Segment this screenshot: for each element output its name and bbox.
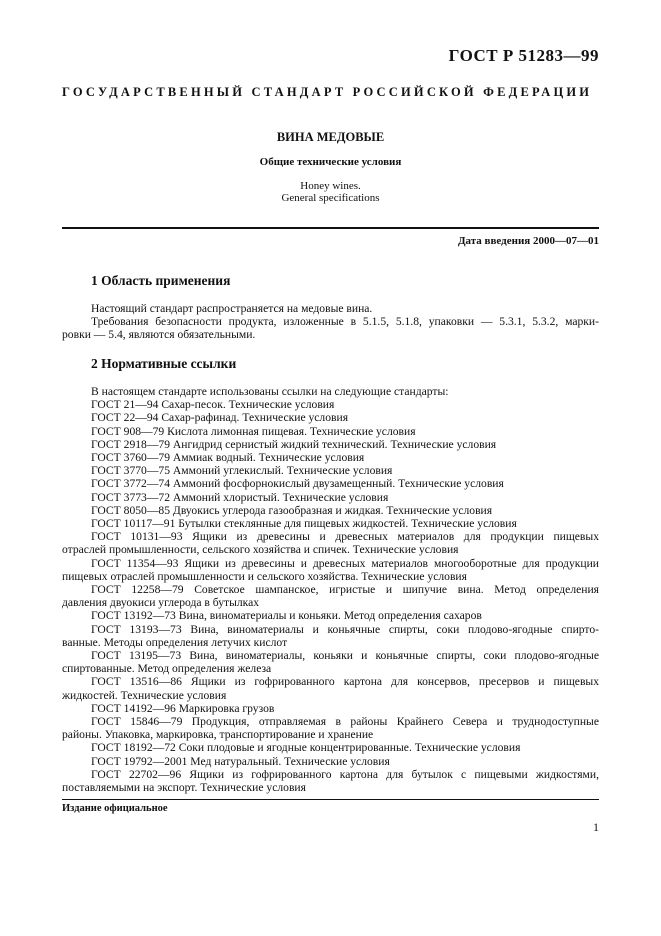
reference-item-line-1: ГОСТ 13195—73 Вина, виноматериалы, коньяки и коньячные спирты, соки плодово-ягодные	[91, 649, 599, 663]
reference-item-line-1: ГОСТ 12258—79 Советское шампанское, игристые и шипучие вина. Метод определения	[91, 583, 599, 597]
section-1-body	[62, 302, 599, 342]
reference-item: ГОСТ 19792—2001 Мед натуральный. Технические условия	[91, 754, 390, 768]
document-subtitle: Общие технические условия	[259, 156, 402, 168]
reference-item: ГОСТ 13192—73 Вина, виноматериалы и коньяки. Метод определения сахаров	[91, 609, 482, 623]
reference-item-line-2: пищевых отраслей промышленности и сельского хозяйства. Технические условия	[62, 569, 467, 583]
reference-item-line-1: ГОСТ 13193—73 Вина, виноматериалы и коньячные спирты, соки плодово-ягодные спирто-	[91, 622, 599, 636]
reference-item-line-2: ванные. Методы определения летучих кислот	[62, 635, 288, 649]
reference-item: ГОСТ 22—94 Сахар-рафинад. Технические условия	[91, 411, 349, 425]
reference-item: ГОСТ 3773—72 Аммоний хлористый. Технические условия	[91, 490, 389, 504]
reference-item-line-1: ГОСТ 13516—86 Ящики из гофрированного картона для консервов, пресервов и пищевых	[91, 675, 599, 689]
english-title-line-2: General specifications	[281, 192, 380, 204]
section-2-body	[62, 385, 599, 795]
reference-item-line-2: районы. Упаковка, маркировка, транспортирование и хранение	[62, 728, 374, 742]
reference-item: ГОСТ 21—94 Сахар-песок. Технические условия	[91, 398, 335, 412]
section-2-intro: В настоящем стандарте использованы ссылки на следующие стандарты:	[91, 385, 449, 398]
reference-item-line-1: ГОСТ 10131—93 Ящики из древесины и древесных материалов для продукции пищевых	[91, 530, 599, 544]
reference-item: ГОСТ 8050—85 Двуокись углерода газообразная и жидкая. Технические условия	[91, 503, 493, 517]
reference-item: ГОСТ 908—79 Кислота лимонная пищевая. Технические условия	[91, 424, 416, 438]
reference-item: ГОСТ 3760—79 Аммиак водный. Технические условия	[91, 451, 365, 465]
reference-item-line-1: ГОСТ 15846—79 Продукция, отправляемая в районы Крайнего Севера и труднодоступные	[91, 715, 599, 729]
section-1-paragraph-2-line-2: ровки — 5.4, являются обязательными.	[62, 328, 256, 342]
reference-item: ГОСТ 14192—96 Маркировка грузов	[91, 701, 275, 715]
footer-divider	[62, 799, 599, 800]
section-1-paragraph-2-line-1: Требования безопасности продукта, изложенные в 5.1.5, 5.1.8, упаковки — 5.3.1, 5.3.2, марки-	[91, 315, 599, 329]
section-1-heading: 1 Область применения	[91, 273, 231, 288]
reference-item-line-2: поставляемыми на экспорт. Технические условия	[62, 781, 306, 795]
reference-item-line-2: жидкостей. Технические условия	[62, 688, 227, 702]
reference-item-line-2: отраслей промышленности, сельского хозяйства и спичек. Технические условия	[62, 543, 459, 557]
document-title: ВИНА МЕДОВЫЕ	[276, 130, 385, 144]
reference-item-line-1: ГОСТ 11354—93 Ящики из древесины и древесных материалов многооборотные для продукции	[91, 556, 599, 570]
official-edition-label: Издание официальное	[62, 803, 168, 814]
section-1-paragraph-1: Настоящий стандарт распространяется на медовые вина.	[91, 302, 373, 315]
english-title	[0, 180, 661, 204]
reference-item: ГОСТ 18192—72 Соки плодовые и ягодные концентрированные. Технические условия	[91, 741, 521, 755]
title-divider	[62, 227, 599, 229]
standard-code: ГОСТ Р 51283—99	[448, 46, 599, 65]
reference-item: ГОСТ 3770—75 Аммоний углекислый. Технические условия	[91, 464, 393, 478]
reference-item-line-2: давления двуокиси углерода в бутылках	[62, 596, 260, 610]
page-number: 1	[593, 820, 599, 834]
reference-item-line-1: ГОСТ 22702—96 Ящики из гофрированного картона для бутылок с пищевыми жидкостями,	[91, 767, 599, 781]
section-2-heading: 2 Нормативные ссылки	[91, 356, 237, 371]
reference-item: ГОСТ 3772—74 Аммоний фосфорнокислый двузамещенный. Технические условия	[91, 477, 504, 491]
reference-item: ГОСТ 2918—79 Ангидрид сернистый жидкий технический. Технические условия	[91, 437, 497, 451]
english-title-line-1: Honey wines.	[300, 180, 361, 192]
state-standard-header: ГОСУДАРСТВЕННЫЙ СТАНДАРТ РОССИЙСКОЙ ФЕДЕРАЦИИ	[62, 85, 593, 99]
reference-item-line-2: спиртованные. Метод определения железа	[62, 662, 272, 676]
reference-item: ГОСТ 10117—91 Бутылки стеклянные для пищевых жидкостей. Технические условия	[91, 517, 517, 531]
introduction-date: Дата введения 2000—07—01	[457, 235, 599, 247]
